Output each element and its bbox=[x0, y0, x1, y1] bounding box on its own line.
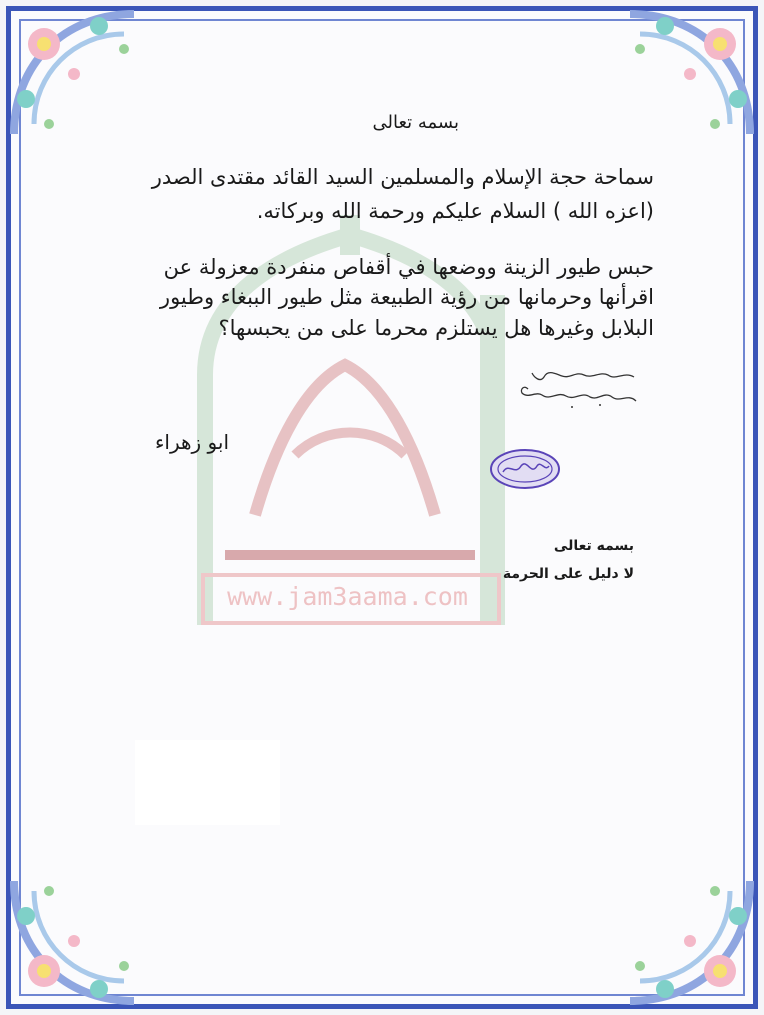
author-name: ابو زهراء bbox=[154, 430, 229, 454]
floral-corner-bottom-left bbox=[4, 861, 154, 1011]
basmala-heading: بسمه تعالى bbox=[372, 112, 459, 133]
floral-corner-top-left bbox=[4, 4, 154, 154]
question-line-3: البلابل وغيرها هل يستلزم محرما على من يحبسها؟ bbox=[218, 316, 654, 340]
question-line-1: حبس طيور الزينة ووضعها في أقفاص منفردة معزولة عن bbox=[163, 255, 654, 279]
answer-basmala: بسمه تعالى bbox=[553, 538, 634, 554]
handwritten-answer-note bbox=[512, 365, 642, 415]
question-line-2: اقرأنها وحرمانها من رؤية الطبيعة مثل طيور الببغاء وطيور bbox=[159, 285, 654, 309]
address-line-2: (اعزه الله ) السلام عليكم ورحمة الله وبركاته. bbox=[256, 199, 654, 223]
purple-seal-stamp bbox=[489, 448, 561, 490]
answer-text: لا دليل على الحرمة bbox=[502, 566, 634, 582]
address-line-1: سماحة حجة الإسلام والمسلمين السيد القائد مقتدى الصدر bbox=[151, 165, 654, 189]
watermark-url: www.jam3aama.com bbox=[227, 582, 468, 611]
blank-patch bbox=[135, 740, 280, 825]
floral-corner-bottom-right bbox=[610, 861, 760, 1011]
floral-corner-top-right bbox=[610, 4, 760, 154]
